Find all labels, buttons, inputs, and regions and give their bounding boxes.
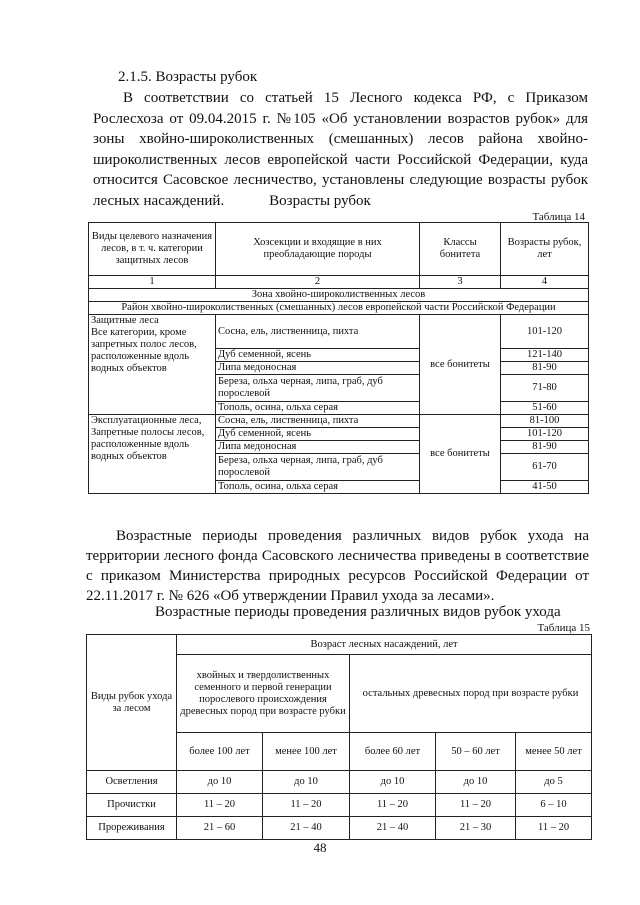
table14-header-cell: Возрасты рубок, лет (501, 223, 589, 276)
table15-cell: до 10 (177, 771, 263, 794)
table14-region-row: Район хвойно-широколиственных (смешанных) лесов европейской части Российской Федерации (89, 302, 589, 315)
table15-row-name: Прочистки (87, 794, 177, 817)
table14-species-cell: Тополь, осина, ольха серая (216, 402, 420, 415)
table15-type-header: Виды рубок ухода за лесом (87, 635, 177, 771)
table15-row-name: Прореживания (87, 817, 177, 840)
table14-column-number: 1 (89, 276, 216, 289)
table14-age-cell: 81-90 (501, 362, 589, 375)
table15 (86, 634, 592, 840)
table15-cell: 21 – 30 (436, 817, 516, 840)
table15-cell: 21 – 40 (350, 817, 436, 840)
table14-column-number: 3 (420, 276, 501, 289)
table14-age-cell: 101-120 (501, 428, 589, 441)
table15-conifer-group-header: хвойных и твердолиственных семенного и первой генерации порослевого происхождения древесных пород при возрасте рубки (177, 655, 350, 733)
table14-header-cell: Хозсекции и входящие в них преобладающие породы (216, 223, 420, 276)
page-number: 48 (313, 840, 327, 855)
table15-subheader: более 100 лет (177, 733, 263, 771)
table15-cell: до 10 (350, 771, 436, 794)
table14-species-cell: Липа медоносная (216, 441, 420, 454)
table14-zone-row: Зона хвойно-широколиственных лесов (89, 289, 589, 302)
table15-row (87, 794, 592, 817)
table14-column-number: 4 (501, 276, 589, 289)
table15-age-header: Возраст лесных насаждений, лет (177, 635, 592, 655)
table14-species-cell: Тополь, осина, ольха серая (216, 481, 420, 494)
table14-age-cell: 121-140 (501, 349, 589, 362)
table14-age-cell: 41-50 (501, 481, 589, 494)
table14 (88, 222, 589, 494)
table14-title: Возрасты рубок (269, 193, 371, 209)
table14-age-cell: 101-120 (501, 315, 589, 349)
table15-cell: 6 – 10 (516, 794, 592, 817)
section-heading: 2.1.5. Возрасты рубок (118, 69, 258, 85)
table15-cell: 11 – 20 (263, 794, 350, 817)
table15-row (87, 771, 592, 794)
table14-column-number: 2 (216, 276, 420, 289)
table14-age-cell: 61-70 (501, 454, 589, 481)
table15-subheader: менее 100 лет (263, 733, 350, 771)
table14-label: Таблица 14 (532, 211, 585, 223)
table14-species-cell: Сосна, ель, лиственница, пихта (216, 315, 420, 349)
table15-cell: 21 – 40 (263, 817, 350, 840)
table14-species-cell: Сосна, ель, лиственница, пихта (216, 415, 420, 428)
table14-species-cell: Дуб семенной, ясень (216, 349, 420, 362)
table15-cell: 11 – 20 (350, 794, 436, 817)
table14-header-cell: Классы бонитета (420, 223, 501, 276)
table14-age-cell: 81-90 (501, 441, 589, 454)
table15-row (87, 817, 592, 840)
table15-label: Таблица 15 (537, 622, 590, 634)
table15-cell: 11 – 20 (436, 794, 516, 817)
table14-age-cell: 71-80 (501, 375, 589, 402)
table15-title: Возрастные периоды проведения различных видов рубок ухода (155, 604, 561, 620)
table14-group1-label: Защитные леса Все категории, кроме запретных полос лесов, расположенные вдоль водных объектов (89, 315, 216, 415)
table14-bonitet-cell: все бонитеты (420, 315, 501, 415)
table15-cell: 11 – 20 (177, 794, 263, 817)
table15-cell: до 10 (263, 771, 350, 794)
table15-subheader: более 60 лет (350, 733, 436, 771)
table14-species-cell: Дуб семенной, ясень (216, 428, 420, 441)
table15-other-group-header: остальных древесных пород при возрасте рубки (350, 655, 592, 733)
table14-species-cell: Береза, ольха черная, липа, граб, дуб порослевой (216, 375, 420, 402)
table15-subheader: менее 50 лет (516, 733, 592, 771)
care-paragraph: Возрастные периоды проведения различных видов рубок ухода на территории лесного фонда Сасовского лесничества приведены в соответствие с приказом Министерства природных ресурсов Российской Федерации от 22.11.2017 г. № 626 «Об утверждении Правил ухода за лесами». (86, 528, 589, 604)
table15-cell: до 10 (436, 771, 516, 794)
table14-age-cell: 81-100 (501, 415, 589, 428)
table14-species-cell: Береза, ольха черная, липа, граб, дуб порослевой (216, 454, 420, 481)
table14-group2-label: Эксплуатационные леса, Запретные полосы лесов, расположенные вдоль водных объектов (89, 415, 216, 494)
table14-header-cell: Виды целевого назначения лесов, в т. ч. категории защитных лесов (89, 223, 216, 276)
table14-bonitet-cell: все бонитеты (420, 415, 501, 494)
table15-row-name: Осветления (87, 771, 177, 794)
intro-paragraph: В соответствии со статьей 15 Лесного кодекса РФ, с Приказом Рослесхоза от 09.04.2015 г. №105 «Об установлении возрастов рубок» для зоны хвойно-широколиственных (смешанных) лесов района хвойно-широколиственных лесов европейской части Российской Федерации, куда относится Сасовское лесничество, установлены следующие возрасты рубок лесных насаждений. (93, 90, 588, 209)
table15-subheader: 50 – 60 лет (436, 733, 516, 771)
table15-cell: 21 – 60 (177, 817, 263, 840)
table15-cell: 11 – 20 (516, 817, 592, 840)
table14-species-cell: Липа медоносная (216, 362, 420, 375)
table15-cell: до 5 (516, 771, 592, 794)
table14-age-cell: 51-60 (501, 402, 589, 415)
